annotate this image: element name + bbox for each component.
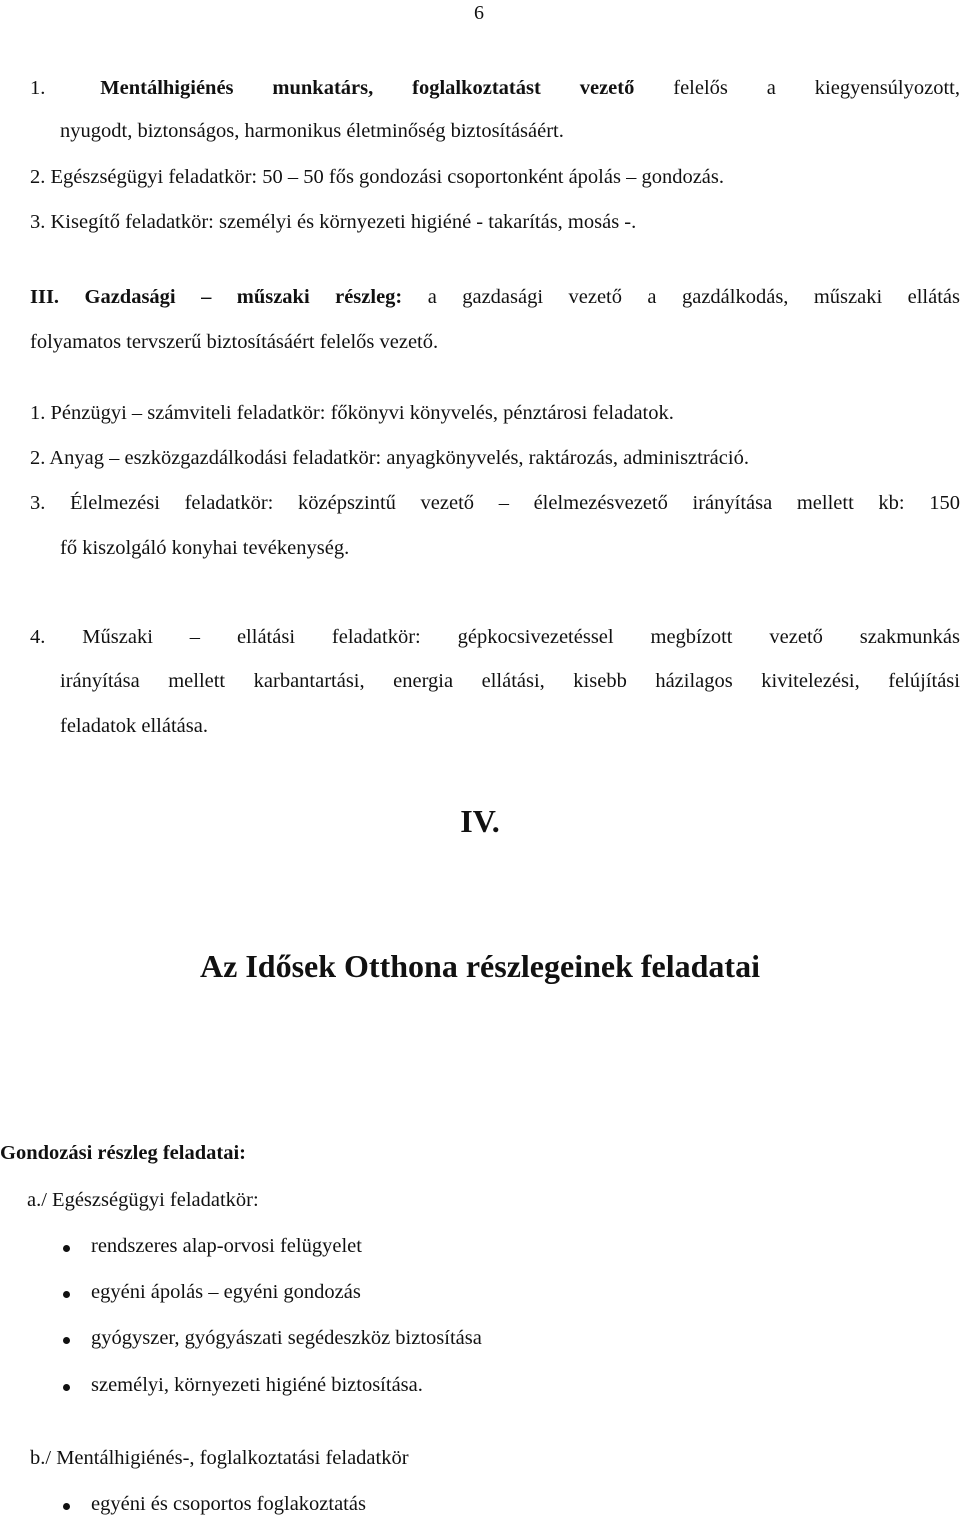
item-iii-3: 3. Élelmezési feladatkör: középszintű vezető – élelmezésvezető irányítása mellett kb: 150 (30, 492, 960, 514)
group-a-label: a./ Egészségügyi feladatkör: (27, 1189, 259, 1211)
item-iii-3-continuation: fő kiszolgáló konyhai tevékenység. (60, 537, 350, 559)
bullet-item-b-1: egyéni és csoportos foglakoztatás (91, 1493, 366, 1515)
bullet-dot (63, 1291, 70, 1298)
bullet-dot (63, 1337, 70, 1344)
section-iii-heading (30, 286, 960, 309)
bullet-item-a-2: egyéni ápolás – egyéni gondozás (91, 1281, 361, 1303)
item-iii-2: 2. Anyag – eszközgazdálkodási feladatkör: anyagkönyvelés, raktározás, adminisztráció. (30, 447, 749, 469)
bullet-item-a-4: személyi, környezeti higiéné biztosítása. (91, 1374, 423, 1396)
item-ii-1-rest: felelős a kiegyensúlyozott, (634, 77, 960, 99)
bullet-item-a-1: rendszeres alap-orvosi felügyelet (91, 1235, 362, 1257)
section-iv-title: Az Idősek Otthona részlegeinek feladatai (200, 948, 760, 984)
page-number: 6 (474, 2, 484, 24)
bullet-dot (63, 1245, 70, 1252)
bullet-dot (63, 1384, 70, 1391)
section-iii-text: a gazdasági vezető a gazdálkodás, műszaki ellátás (402, 286, 960, 308)
item-ii-1-bold: Mentálhigiénés munkatárs, foglalkoztatást vezető (100, 77, 635, 99)
item-ii-1-number: 1. (30, 77, 46, 99)
subheading: Gondozási részleg feladatai: (0, 1142, 246, 1164)
item-iii-1: 1. Pénzügyi – számviteli feladatkör: főkönyvi könyvelés, pénztárosi feladatok. (30, 402, 674, 424)
section-iii-continuation: folyamatos tervszerű biztosításáért felelős vezető. (30, 331, 439, 353)
section-iii-title: III. Gazdasági – műszaki részleg: (30, 286, 403, 308)
item-iii-4-continuation-1: irányítása mellett karbantartási, energia ellátási, kisebb házilagos kivitelezési, felújítási (60, 670, 960, 692)
item-iii-4: 4. Műszaki – ellátási feladatkör: gépkocsivezetéssel megbízott vezető szakmunkás (30, 626, 960, 648)
item-iii-4-continuation-2: feladatok ellátása. (60, 715, 208, 737)
section-iv-numeral: IV. (460, 803, 500, 839)
item-ii-1-continuation: nyugodt, biztonságos, harmonikus életminőség biztosításáért. (60, 120, 564, 142)
group-b-label: b./ Mentálhigiénés-, foglalkoztatási feladatkör (30, 1447, 409, 1469)
item-ii-1 (30, 77, 960, 100)
item-ii-2: 2. Egészségügyi feladatkör: 50 – 50 fős gondozási csoportonként ápolás – gondozás. (30, 166, 724, 188)
bullet-item-a-3: gyógyszer, gyógyászati segédeszköz biztosítása (91, 1327, 482, 1349)
item-ii-3: 3. Kisegítő feladatkör: személyi és környezeti higiéné - takarítás, mosás -. (30, 211, 637, 233)
bullet-dot (63, 1503, 70, 1510)
